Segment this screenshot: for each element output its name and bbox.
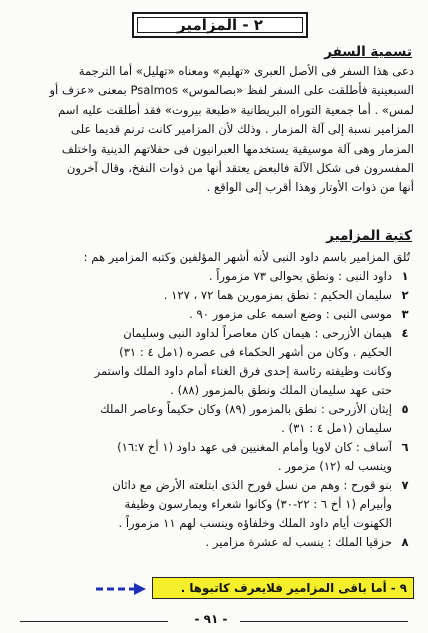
paragraph-line: لمس» . أما جمعية التوراه البريطانية «طبعة بيروت» فقد أطلقت عليه اسم bbox=[58, 102, 414, 117]
footer-rule-left bbox=[20, 621, 168, 622]
list-item: ٤ هيمان الأزرحى : هيمان كان معاصراً لداود النبى وسليمان الحكيم . وكان من أشهر الحكماء فى عصره (١مل ٤ : ٣١) وكانت وظيفته رئاسة إحدى فرق الغناء أمام داود الملك واستمر حتى عهد سليمان الملك ونطق بالمزمور (٨٨) . bbox=[94, 326, 409, 397]
paragraph-line: دعى هذا السفر فى الأصل العبرى «تهليم» ومعناه «تهليل» أما الترجمة bbox=[78, 64, 414, 78]
arrow-right-icon bbox=[96, 583, 146, 595]
footer-rule-right bbox=[240, 621, 408, 622]
highlighted-item-number: ٩ bbox=[399, 581, 407, 595]
list-item: ٦ آساف : كان لاويا وأمام المغنيين فى عهد داود (١ أخ ١٦:٧) وينسب له (١٢) مزمور . bbox=[117, 440, 409, 473]
page-footer bbox=[0, 614, 428, 628]
chapter-title: ٢ - المزامير bbox=[177, 16, 263, 34]
paragraph-line: المفسرون فى شكل الآلة فالبعض يعتقد أنها من ذوات النفخ، وقال آخرون bbox=[66, 160, 414, 175]
list-item: ٨ حزقيا الملك : ينسب له عشرة مزامير . bbox=[205, 535, 409, 549]
naming-paragraph bbox=[14, 62, 414, 198]
paragraph-line: أنها من ذوات الأوتار وهذا أقرب إلى الواقع . bbox=[206, 180, 414, 195]
highlighted-item: ٩ - أما باقى المزامير فلايعرف كاتبوها . bbox=[152, 577, 414, 599]
paragraph-line: السبعينية فأطلقت على السفر لفظ «بصالموس» Psalmos بمعنى «عزف أو bbox=[49, 83, 414, 98]
authors-list bbox=[12, 248, 414, 552]
paragraph-line: المزامير نسبة إلى آلة المزمار . وذلك لأن المزامير كانت ترنم قديما على bbox=[70, 122, 414, 137]
section-heading-naming: تسمية السفر bbox=[324, 44, 412, 60]
section-heading-authors: كتبة المزامير bbox=[326, 228, 412, 244]
paragraph-line: المزمار وهى آلة موسيقية يستخدمها العبرانيون فى حفلاتهم الدينية واختلف bbox=[61, 141, 414, 156]
list-intro: تُلق المزامير باسم داود النبى لأنه أشهر المؤلفين وكتبه المزامير هم : bbox=[83, 250, 410, 264]
chapter-title-box bbox=[132, 12, 308, 38]
list-item: ٢ سليمان الحكيم : نطق بمزمورين هما ٧٢ ، ١٢٧ . bbox=[163, 288, 409, 302]
highlighted-item-text: أما باقى المزامير فلايعرف كاتبوها . bbox=[180, 581, 387, 595]
list-item: ٣ موسى النبى : وضع اسمه على مزمور ٩٠ . bbox=[189, 307, 409, 321]
list-item: ٥ إيثان الأزرحى : نطق بالمزمور (٨٩) وكان حكيماً وعاصر الملك سليمان (١مل ٤ : ٣١) . bbox=[100, 402, 409, 435]
page-number: - ٩١ - bbox=[194, 612, 228, 626]
list-item: ٧ بنو قورح : وهم من نسل قورح الذى ابتلعته الأرض مع داثان وأبيرام (١ أخ ٦ : ٢٢-٣٠) وكانوا شعراء ويمارسون وظيفة الكهنوت أيام داود الملك وخلفاؤه وينسب لهم ١١ مزموراً . bbox=[112, 478, 409, 530]
list-item: ١ داود النبى : ونطق بحوالى ٧٣ مزموراً . bbox=[208, 269, 409, 283]
